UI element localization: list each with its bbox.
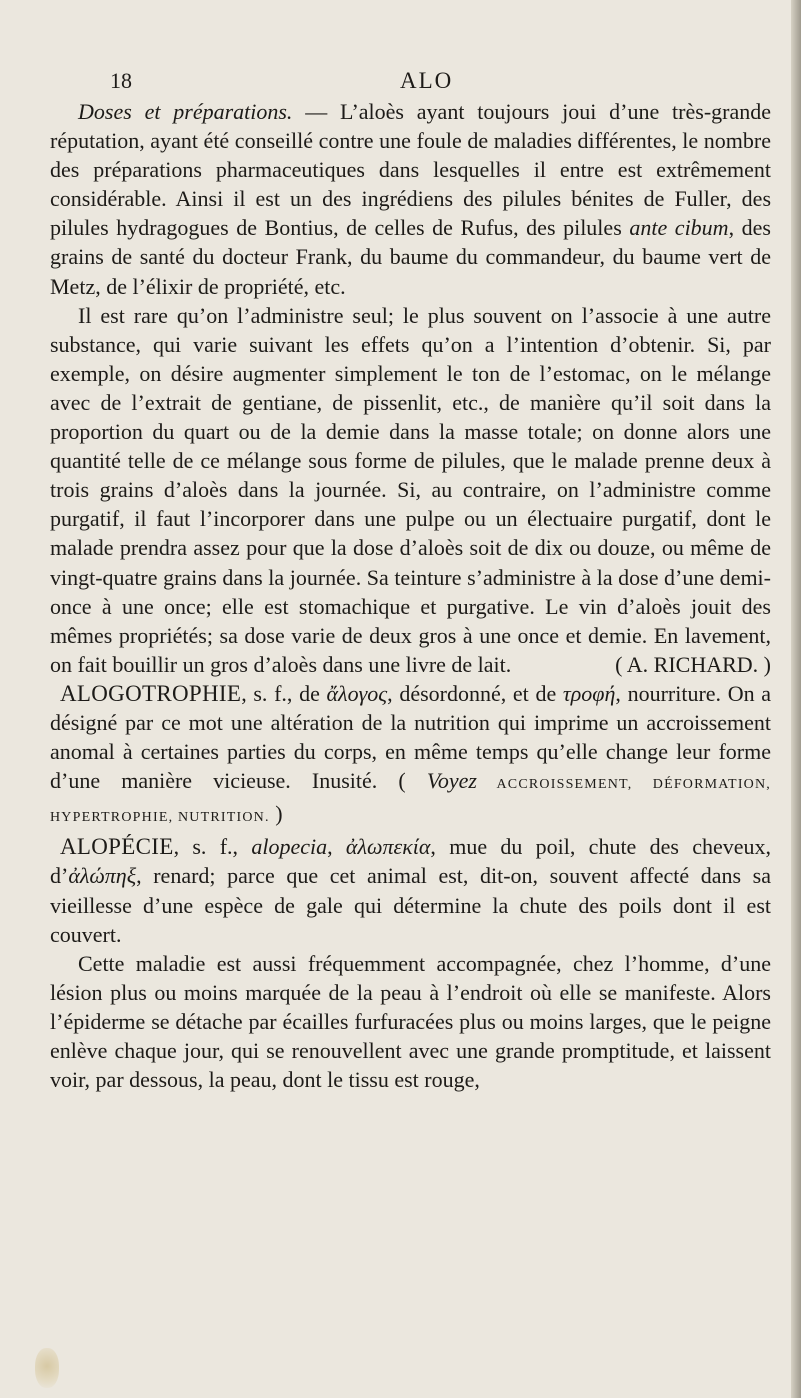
entry-alopecie (50, 832, 771, 948)
italic-phrase: ante cibum (629, 215, 729, 241)
section-lead: Doses et préparations. (78, 99, 293, 124)
entry-text: , désordonné, et de (387, 680, 563, 706)
entry-text: ) (269, 801, 283, 827)
paragraph-text: Il est rare qu’on l’administre seul; le plus souvent on l’associe à une autre substance, qui varie suivant les effets qu’on a l’intention d’obtenir. Si, par exemple, on désire augmenter simplement le ton de l’estomac, on le mélange avec de l’extrait de gentiane, de pissenlit, etc., de manière qu’il soit dans la proportion du quart ou de la demie dans la masse totale; on donne alors une quantité telle de ce mélange sous forme de pilules, que le malade prenne deux à trois grains d’aloès dans la journée. Si, au contraire, on l’administre comme purgatif, il faut l’incorporer dans une pulpe ou un électuaire purgatif, dont le malade prendra assez pour que la dose d’aloès soit de dix ou douze, ou même de vingt-quatre grains dans la journée. Sa teinture s’administre à la dose d’une demi-once à une once; elle est stomachique et purgative. Le vin d’aloès jouit des mêmes propriétés; sa dose varie de deux gros à une once et demie. En lavement, on fait bouillir un gros d’aloès dans une livre de lait. (50, 302, 771, 677)
latin-term: alopecia (251, 834, 328, 860)
running-head-word: ALO (400, 68, 454, 93)
entry-text: , renard; parce que cet animal est, dit-on, souvent affecté dans sa vieillesse d’une espèce de gale qui détermine la chute des poils dont il est couvert. (50, 863, 771, 947)
entry-text: , (327, 834, 346, 860)
see-also-refs: ACCROISSEMENT, DÉFORMATION, HYPERTROPHIE, NUTRITION. (50, 777, 771, 826)
entry-alogotrophie (50, 679, 771, 832)
entry-text: , nourriture. On a désigné par ce mot une altération de la nutrition qui imprime un accroissement anomal à certaines parties du corps, en même temps qu’elle change leur forme d’une manière vicieuse. Inusité. ( (50, 680, 772, 794)
greek-word: ἀλωπεκία (345, 834, 431, 860)
paragraph-text: , des grains de santé du docteur Frank, du baume du commandeur, du baume vert de Metz, de l’élixir de propriété, etc. (50, 215, 771, 299)
paragraph-alopecie-continued (50, 949, 771, 1094)
see-also-label: Voyez (426, 768, 477, 794)
author-signature: ( A. RICHARD. ) (615, 651, 771, 677)
entry-headword: ALOPÉCIE (60, 834, 174, 860)
greek-word: ἄλογος (326, 680, 388, 706)
body-text (50, 97, 771, 1094)
paragraph-doses (50, 97, 771, 301)
running-head (110, 68, 750, 98)
greek-word: τροφή (562, 680, 616, 706)
page-number: 18 (110, 68, 132, 93)
entry-headword: ALOGOTROPHIE (60, 680, 242, 706)
paragraph-usage (50, 301, 771, 679)
paragraph-text: Cette maladie est aussi fréquemment accompagnée, chez l’homme, d’une lésion plus ou moins marquée de la peau à l’endroit où elle se manifeste. Alors l’épiderme se détache par écailles furfuracées plus ou moins larges, que le peigne enlève chaque jour, qui se renouvellent avec une grande promptitude, et laissent voir, par dessous, la peau, dont le tissu est rouge, (50, 950, 771, 1093)
page-stain (35, 1348, 59, 1388)
greek-word: ἀλώπηξ (68, 863, 137, 889)
entry-text: , mue du poil, chute des cheveux, d’ (50, 834, 772, 889)
entry-text: , s. f., de (241, 680, 327, 706)
page-edge-shadow (791, 0, 801, 1398)
entry-text: , s. f., (173, 834, 252, 860)
paragraph-text: — L’aloès ayant toujours joui d’une très-grande réputation, ayant été conseillé contre une foule de maladies différentes, le nombre des préparations pharmaceutiques dans lesquelles il entre est extrêmement considérable. Ainsi il est un des ingrédiens des pilules bénites de Fuller, des pilules hydragogues de Bontius, de celles de Rufus, des pilules (50, 99, 772, 241)
